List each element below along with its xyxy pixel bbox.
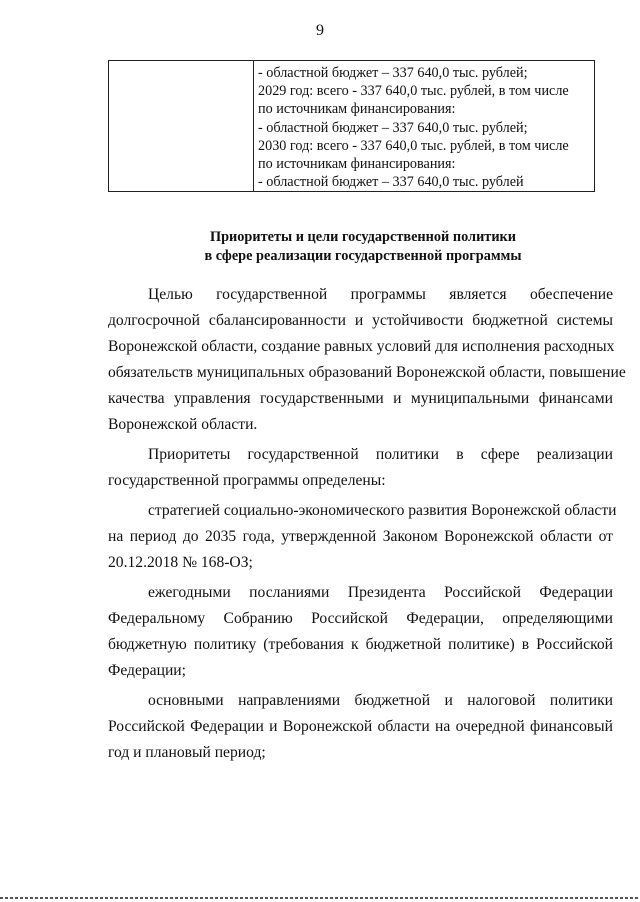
table-cell-financing bbox=[254, 61, 595, 192]
text-line: Федерации; bbox=[108, 662, 186, 679]
text-line: год и плановый период; bbox=[108, 744, 266, 761]
text-line: Федеральному Собранию Российской Федерации, определяющими bbox=[108, 610, 613, 627]
text-line: государственной программы определены: bbox=[108, 472, 386, 489]
table-line: по источникам финансирования: bbox=[258, 156, 456, 173]
paragraph-goal bbox=[108, 282, 626, 438]
text-line: Целью государственной программы является обеспечение bbox=[148, 286, 613, 303]
page-number: 9 bbox=[316, 22, 324, 39]
table-row bbox=[109, 61, 595, 192]
table-line: - областной бюджет – 337 640,0 тыс. рублей; bbox=[258, 65, 528, 81]
table-line: по источникам финансирования: bbox=[258, 101, 456, 118]
table-line: 2030 год: всего - 337 640,0 тыс. рублей, в том числе bbox=[258, 137, 569, 154]
section-heading-line: в сфере реализации государственной программы bbox=[204, 248, 522, 264]
text-line: бюджетную политику (требования к бюджетной политике) в Российской bbox=[108, 636, 613, 653]
text-line: Воронежской области, создание равных условий для исполнения расходных bbox=[108, 338, 615, 355]
scan-edge-divider bbox=[0, 897, 640, 899]
text-line: на период до 2035 года, утвержденной Законом Воронежской области от bbox=[108, 528, 613, 545]
paragraph-priorities bbox=[108, 442, 613, 494]
table-line: - областной бюджет – 337 640,0 тыс. рублей; bbox=[258, 119, 528, 136]
text-line: основными направлениями бюджетной и налоговой политики bbox=[148, 692, 613, 709]
table-line: 2029 год: всего - 337 640,0 тыс. рублей, в том числе bbox=[258, 83, 569, 100]
text-line: 20.12.2018 № 168-ОЗ; bbox=[108, 554, 253, 571]
table-cell-empty bbox=[109, 61, 254, 192]
text-line: долгосрочной сбалансированности и устойчивости бюджетной системы bbox=[108, 312, 613, 329]
text-line: стратегией социально-экономического развития Воронежской области bbox=[148, 502, 617, 519]
text-line: Российской Федерации и Воронежской области на очередной финансовый bbox=[108, 718, 613, 735]
text-line: качества управления государственными и муниципальными финансами bbox=[108, 390, 613, 407]
table-line: - областной бюджет – 337 640,0 тыс. рублей bbox=[258, 174, 524, 191]
text-line: ежегодными посланиями Президента Российской Федерации bbox=[148, 584, 613, 601]
text-line: Приоритеты государственной политики в сфере реализации bbox=[148, 446, 613, 463]
section-heading bbox=[0, 228, 640, 266]
body-text bbox=[108, 282, 626, 770]
paragraph-president-messages bbox=[108, 580, 613, 684]
budget-table bbox=[108, 60, 595, 192]
paragraph-budget-directions bbox=[108, 688, 613, 766]
paragraph-strategy bbox=[108, 498, 617, 576]
section-heading-line: Приоритеты и цели государственной политики bbox=[209, 229, 517, 245]
text-line: Воронежской области. bbox=[108, 416, 258, 433]
text-line: обязательств муниципальных образований Воронежской области, повышение bbox=[108, 364, 626, 381]
